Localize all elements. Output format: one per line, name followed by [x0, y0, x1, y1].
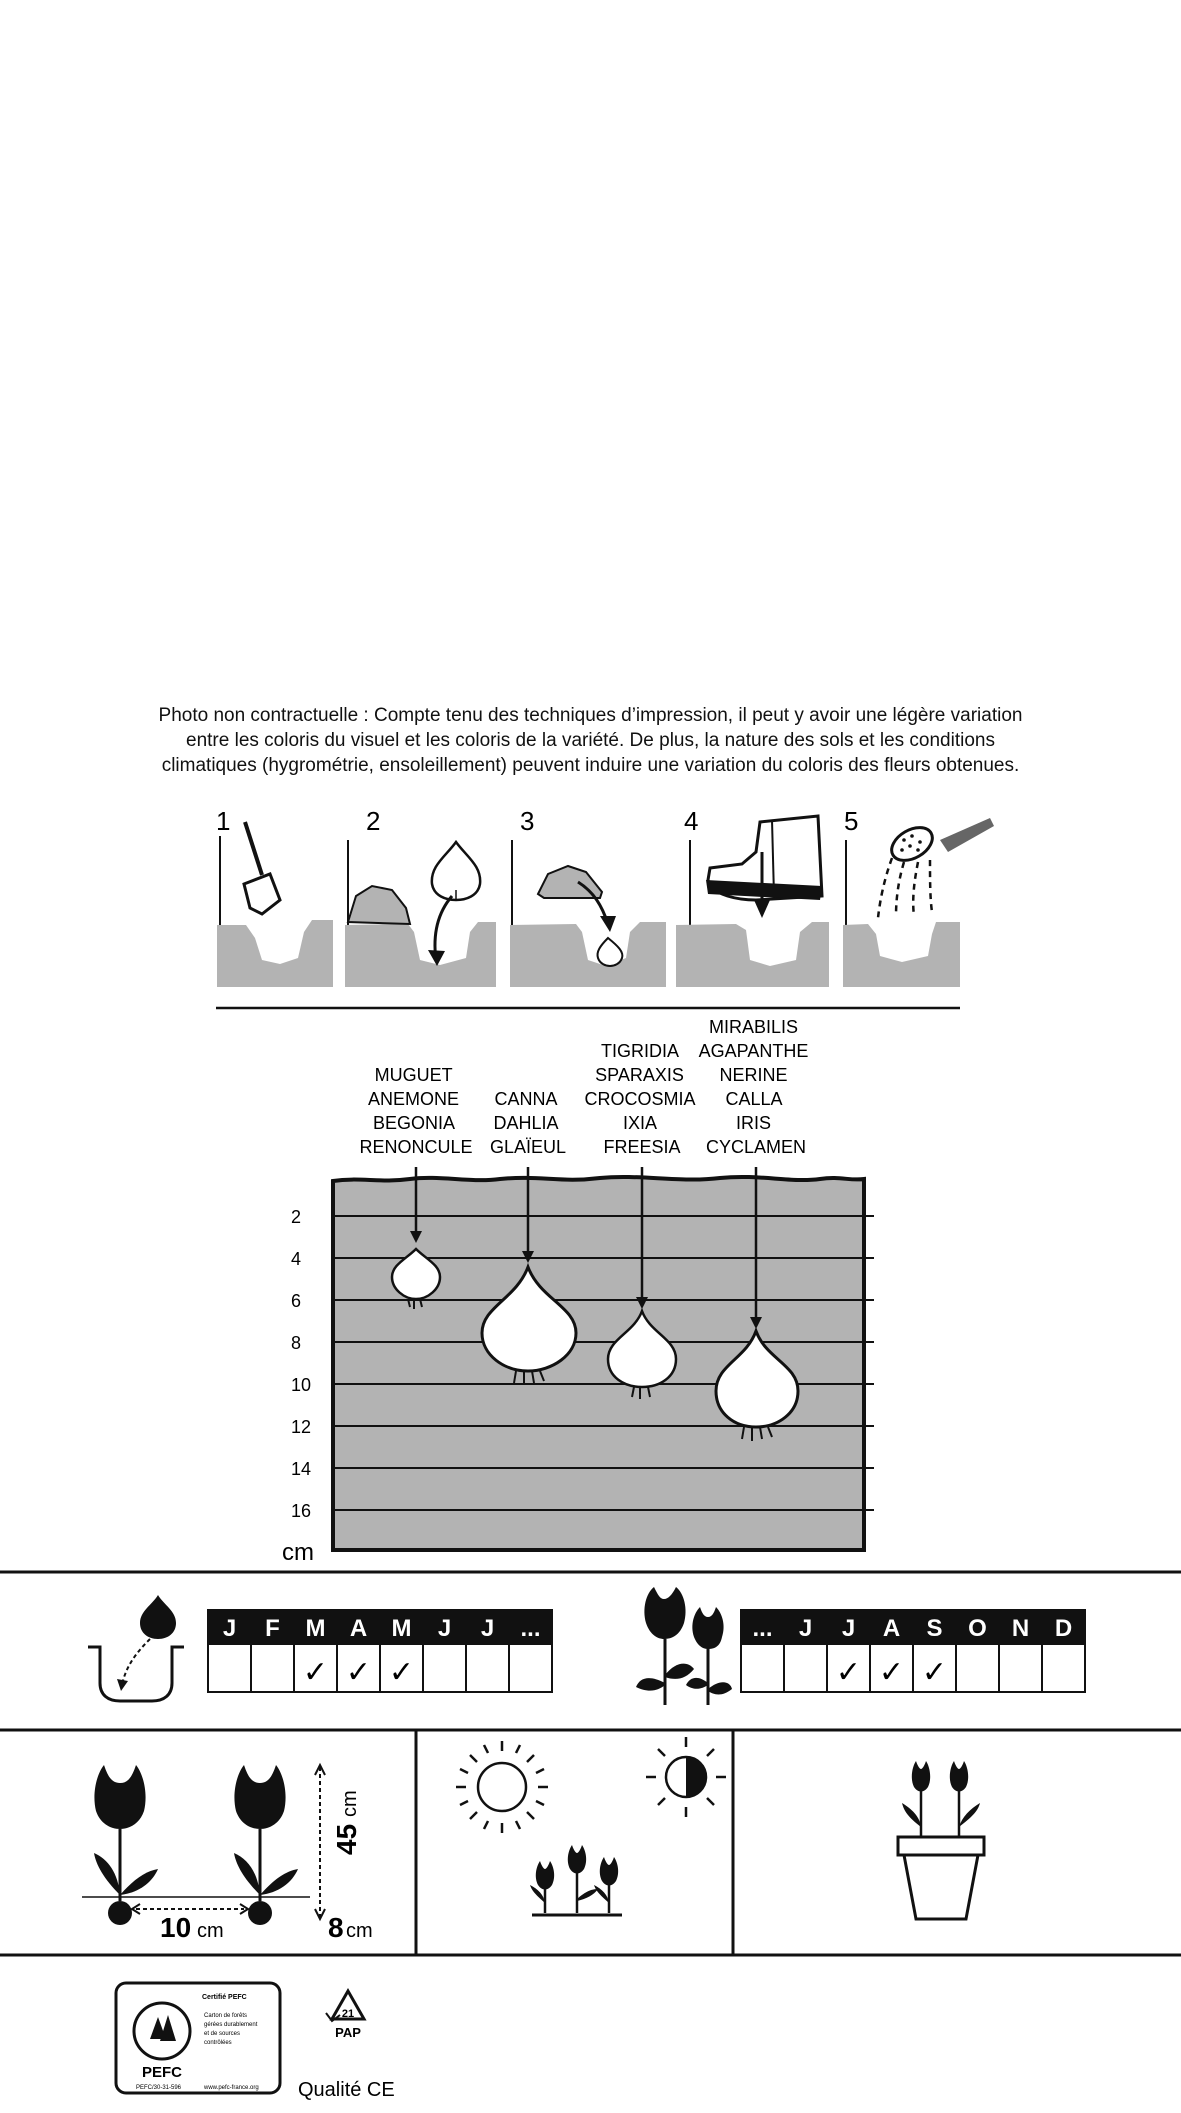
depth-tick-label: 16: [291, 1501, 312, 1521]
bulb-name: NERINE: [719, 1065, 788, 1085]
depth-tick-label: 14: [291, 1459, 312, 1479]
depth-tick-label: 8: [291, 1333, 302, 1353]
step-2: [345, 806, 496, 987]
bulb-name: SPARAXIS: [595, 1065, 684, 1085]
svg-text:MUGUET ANEMONE BEG: [359, 1065, 472, 1157]
step-number-3: 3: [520, 806, 535, 836]
pefc-text-3: et de sources: [204, 2031, 241, 2037]
height-unit: cm: [339, 1790, 361, 1817]
month-label: J: [480, 1615, 495, 1642]
month-cell: [741, 1644, 784, 1692]
month-cell: [509, 1644, 552, 1692]
step-4: [676, 806, 829, 987]
recycling-number: 21: [341, 2008, 355, 2020]
bulb-name: MIRABILIS: [708, 1017, 799, 1037]
month-check: ✓: [921, 1656, 948, 1689]
svg-text:CANNA DAHLIA GLAÏE: [490, 1089, 566, 1157]
pot-icon: [898, 1761, 984, 1919]
step-number-2: 2: [366, 806, 381, 836]
month-check: ✓: [878, 1656, 905, 1689]
month-label: ...: [752, 1615, 773, 1642]
bulb-name: CROCOSMIA: [584, 1089, 695, 1109]
month-cell: [999, 1644, 1042, 1692]
planting-period-icon: [88, 1595, 184, 1701]
month-check: ✓: [345, 1656, 372, 1689]
recycling-code: PAP: [335, 2025, 361, 2040]
month-label: M: [391, 1615, 412, 1642]
pefc-text-1: Carton de forêts: [204, 2013, 248, 2019]
month-cell: [423, 1644, 466, 1692]
pefc-logo-text: PEFC: [141, 2064, 183, 2081]
pefc-url: www.pefc-france.org: [204, 2085, 259, 2091]
pefc-title: Certifié PEFC: [202, 1994, 247, 2001]
watering-can-icon: [878, 818, 994, 918]
planting-steps: [0, 800, 1181, 1015]
bulb-name: RENONCULE: [359, 1137, 473, 1157]
bulb-name: MUGUET: [374, 1065, 453, 1085]
full-sun-icon: [456, 1741, 548, 1833]
depth-tick-label: 2: [291, 1207, 302, 1227]
step-number-1: 1: [216, 806, 231, 836]
disclaimer: [100, 703, 1081, 778]
month-check: ✓: [388, 1656, 415, 1689]
pefc-text-2: gérées durablement: [204, 2022, 258, 2028]
boot-icon: [706, 816, 822, 900]
month-cell: [956, 1644, 999, 1692]
disclaimer-line-2: entre les coloris du visuel et les coloris de la variété. De plus, la nature des sols et les conditions: [186, 730, 995, 751]
distance-value: 10: [160, 1912, 192, 1943]
depth-tick-label: 4: [291, 1249, 302, 1269]
step-3: [510, 806, 666, 987]
month-cell: [251, 1644, 294, 1692]
depth-unit: cm: [346, 1920, 373, 1942]
distance-unit: cm: [197, 1920, 224, 1942]
disclaimer-line-1: Photo non contractuelle : Compte tenu des techniques d’impression, il peut y avoir une légère variation: [158, 705, 1023, 726]
depth-chart: [0, 1015, 1181, 1570]
flowering-calendar: [741, 1610, 1085, 1692]
bulb-name: GLAÏEUL: [489, 1137, 567, 1157]
month-label: A: [349, 1615, 368, 1642]
planting-calendar: [208, 1610, 552, 1692]
flowering-period-icon: [636, 1587, 732, 1705]
step-number-4: 4: [684, 806, 699, 836]
bulb-name: TIGRIDIA: [600, 1041, 678, 1061]
tulip-bed-icon: [530, 1845, 622, 1915]
month-label: S: [926, 1615, 943, 1642]
recycling-symbol: [326, 1991, 364, 2040]
height-value: 45: [331, 1823, 362, 1855]
month-cell: [1042, 1644, 1085, 1692]
month-label: N: [1011, 1615, 1030, 1642]
month-label: F: [265, 1615, 280, 1642]
month-check: ✓: [835, 1656, 862, 1689]
pefc-badge: [116, 1983, 280, 2093]
svg-text:MIRABILIS AGAPANTHE: [699, 1017, 814, 1157]
bulb-name: DAHLIA: [493, 1113, 558, 1133]
depth-tick-label: 6: [291, 1291, 302, 1311]
month-label: J: [222, 1615, 237, 1642]
bulb-name: ANEMONE: [367, 1089, 459, 1109]
quality-label: Qualité CE: [298, 2079, 395, 2101]
step-5: [843, 806, 994, 987]
bulb-name: CYCLAMEN: [705, 1137, 807, 1157]
partial-sun-icon: [646, 1737, 726, 1817]
depth-tick-label: 10: [291, 1375, 312, 1395]
pefc-code: PEFC/30-31-596: [136, 2085, 182, 2091]
depth-tick-label: 12: [291, 1417, 312, 1437]
depth-value: 8: [328, 1912, 344, 1943]
bulb-name: FREESIA: [603, 1137, 681, 1157]
bulb-icon: [432, 842, 480, 900]
month-check: ✓: [302, 1656, 329, 1689]
depth-unit: cm: [282, 1539, 314, 1566]
bulb-name: IXIA: [622, 1113, 657, 1133]
bulb-name: BEGONIA: [372, 1113, 455, 1133]
month-label: A: [882, 1615, 901, 1642]
svg-text:TIGRIDIA SPARAXIS: [584, 1041, 699, 1157]
month-label: D: [1054, 1615, 1073, 1642]
bulb-name: IRIS: [735, 1113, 771, 1133]
month-cell: [784, 1644, 827, 1692]
step-number-5: 5: [844, 806, 859, 836]
spacing-icon: [82, 1765, 325, 1925]
month-label: J: [798, 1615, 813, 1642]
month-label: ...: [520, 1615, 541, 1642]
month-label: J: [841, 1615, 856, 1642]
month-cell: [466, 1644, 509, 1692]
shovel-icon: [244, 822, 280, 914]
bulb-name: CANNA: [494, 1089, 557, 1109]
pefc-text-4: contrôlées: [204, 2040, 232, 2046]
info-grid: [0, 1565, 1181, 2113]
month-cell: [208, 1644, 251, 1692]
month-label: M: [305, 1615, 326, 1642]
bulb-name: CALLA: [725, 1089, 782, 1109]
disclaimer-line-3: climatiques (hygrométrie, ensoleillement) peuvent induire une variation du coloris des fleurs obtenues.: [161, 755, 1020, 776]
month-label: J: [437, 1615, 452, 1642]
step-1: [216, 806, 333, 987]
bulb-name: AGAPANTHE: [698, 1041, 809, 1061]
month-label: O: [968, 1615, 987, 1642]
